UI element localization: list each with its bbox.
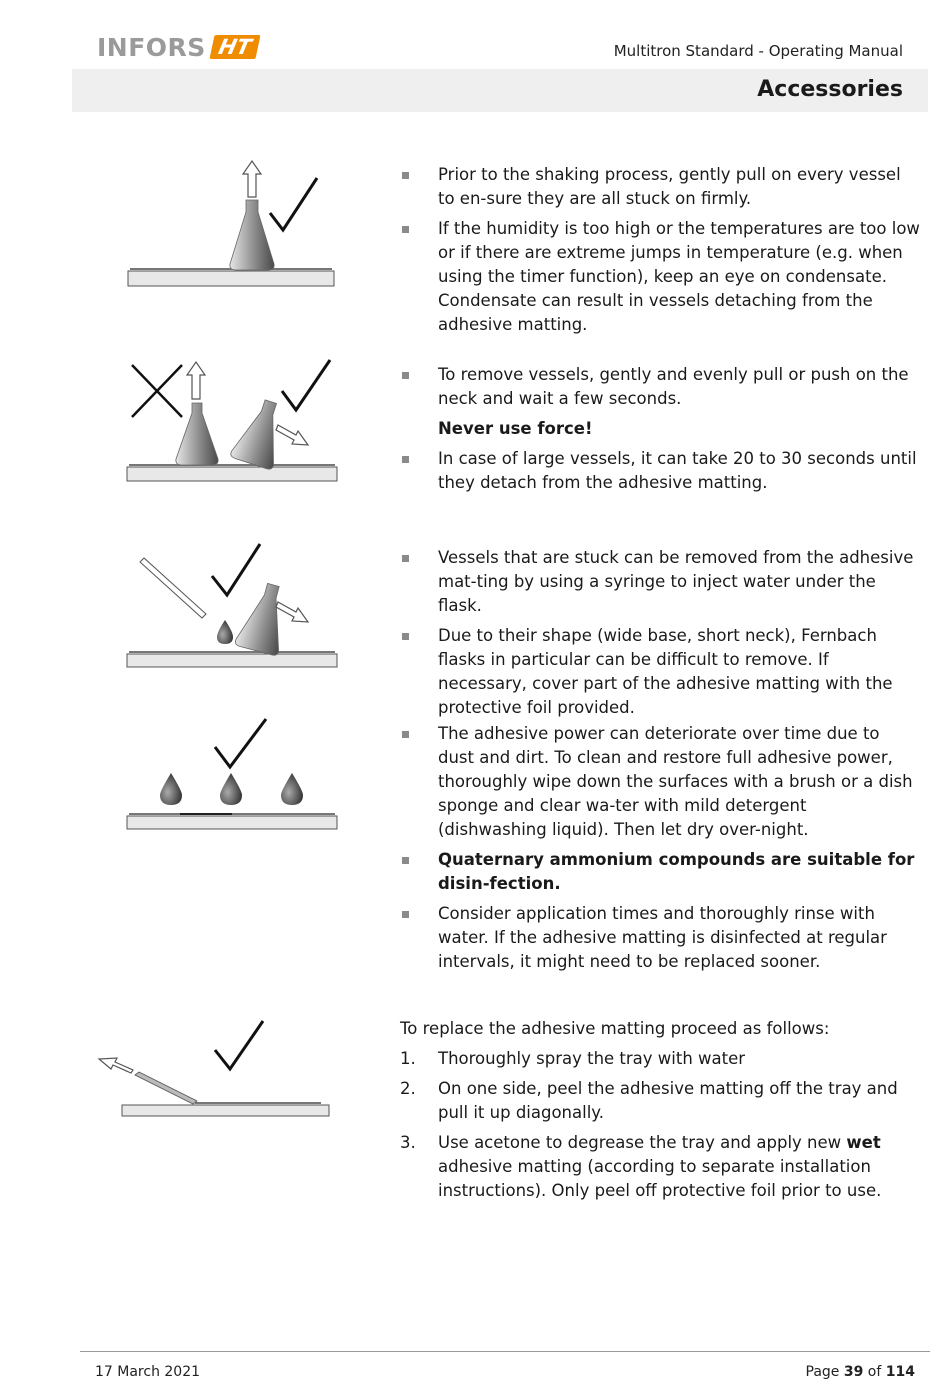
figure-remove-vessel [120,355,350,490]
list-item: Vessels that are stuck can be removed from the adhesive mat-ting by using a syringe to inject water under the flask. [400,546,920,618]
bullet-icon [402,555,409,562]
peeled-matting-icon [135,1072,197,1104]
logo-text: INFORS [97,32,206,62]
figure-peel-matting [95,1015,340,1125]
tray-icon [127,654,337,667]
tilted-flask-icon [234,579,294,656]
bullet-icon [402,372,409,379]
step-number: 3. [400,1133,416,1152]
tray-icon [127,816,337,829]
emphasis-wet: wet [846,1133,881,1152]
text-block-cleaning [400,722,920,980]
water-drop-icon [220,773,242,805]
manual-title: Multitron Standard - Operating Manual [613,42,903,60]
syringe-icon [140,558,206,618]
figure-syringe [120,540,350,670]
list-item: Quaternary ammonium compounds are suitable for disin-fection. [400,848,920,896]
list-item: If the humidity is too high or the temperatures are too low or if there are extreme jumps in temperature (e.g. when using the timer function), keep an eye on condensate. Condensate can result in vessels detaching from the adhesive matting. [400,217,920,337]
checkmark-icon [270,178,317,230]
list-item: The adhesive power can deteriorate over time due to dust and dirt. To clean and restore full adhesive power, thoroughly wipe down the surfaces with a brush or a dish sponge and clear wa-ter with mild detergent (dishwashing liquid). Then let dry over-night. [400,722,920,842]
arrow-diagonal-icon [99,1058,133,1073]
list-item: To remove vessels, gently and evenly pull or push on the neck and wait a few seconds. [400,363,920,411]
tray-icon [128,271,334,286]
page-number: Page 39 of 114 [805,1364,915,1380]
text-block-attach [400,163,920,343]
bullet-icon [402,857,409,864]
bullet-icon [402,633,409,640]
procedure-block [400,1017,920,1209]
water-drop-icon [281,773,303,805]
checkmark-icon [282,360,330,410]
warning-note: Never use force! [438,419,593,438]
section-title: Accessories [757,77,903,102]
current-page: 39 [843,1364,864,1380]
figure-pull-vessel [120,150,350,295]
bullet-icon [402,911,409,918]
bullet-icon [402,456,409,463]
step-number: 2. [400,1079,416,1098]
step-number: 1. [400,1049,416,1068]
procedure-intro: To replace the adhesive matting proceed as follows: [400,1019,830,1038]
list-item: Prior to the shaking process, gently pull on every vessel to en-sure they are all stuck on firmly. [400,163,920,211]
list-item: Consider application times and thoroughly rinse with water. If the adhesive matting is disinfected at regular intervals, it might need to be replaced sooner. [400,902,920,974]
brand-logo [97,32,258,62]
arrow-push-icon [276,425,308,445]
flask-icon [230,200,274,270]
bullet-icon [402,172,409,179]
footer-divider [80,1351,930,1352]
checkmark-icon [212,544,260,595]
list-item: Due to their shape (wide base, short neck), Fernbach flasks in particular can be difficult to remove. If necessary, cover part of the adhesive matting with the protective foil provided. [400,624,920,720]
logo-mark: HT [209,35,260,59]
procedure-step: 3. Use acetone to degrease the tray and apply new wet adhesive matting (according to separate installation instructions). Only peel off protective foil prior to use. [400,1133,882,1200]
bullet-icon [402,731,409,738]
checkmark-icon [215,719,266,767]
list-item: In case of large vessels, it can take 20 to 30 seconds until they detach from the adhesive matting. [400,447,920,495]
arrow-up-icon [243,161,261,197]
figure-cleaning [120,715,350,835]
checkmark-icon [215,1021,263,1069]
text-block-remove [400,363,920,501]
tray-icon [127,467,337,481]
tray-icon [122,1105,329,1116]
flask-icon [176,403,218,465]
water-drop-icon [217,620,233,644]
water-drop-icon [160,773,182,805]
procedure-step: 2. On one side, peel the adhesive matting off the tray and pull it up diagonally. [400,1079,898,1122]
bullet-icon [402,226,409,233]
footer-date: 17 March 2021 [95,1364,201,1380]
text-block-syringe [400,546,920,726]
procedure-step: 1. Thoroughly spray the tray with water [400,1047,920,1071]
cross-icon [132,365,182,417]
total-pages: 114 [885,1364,915,1380]
arrow-push-icon [276,602,308,622]
arrow-up-icon [187,362,205,399]
